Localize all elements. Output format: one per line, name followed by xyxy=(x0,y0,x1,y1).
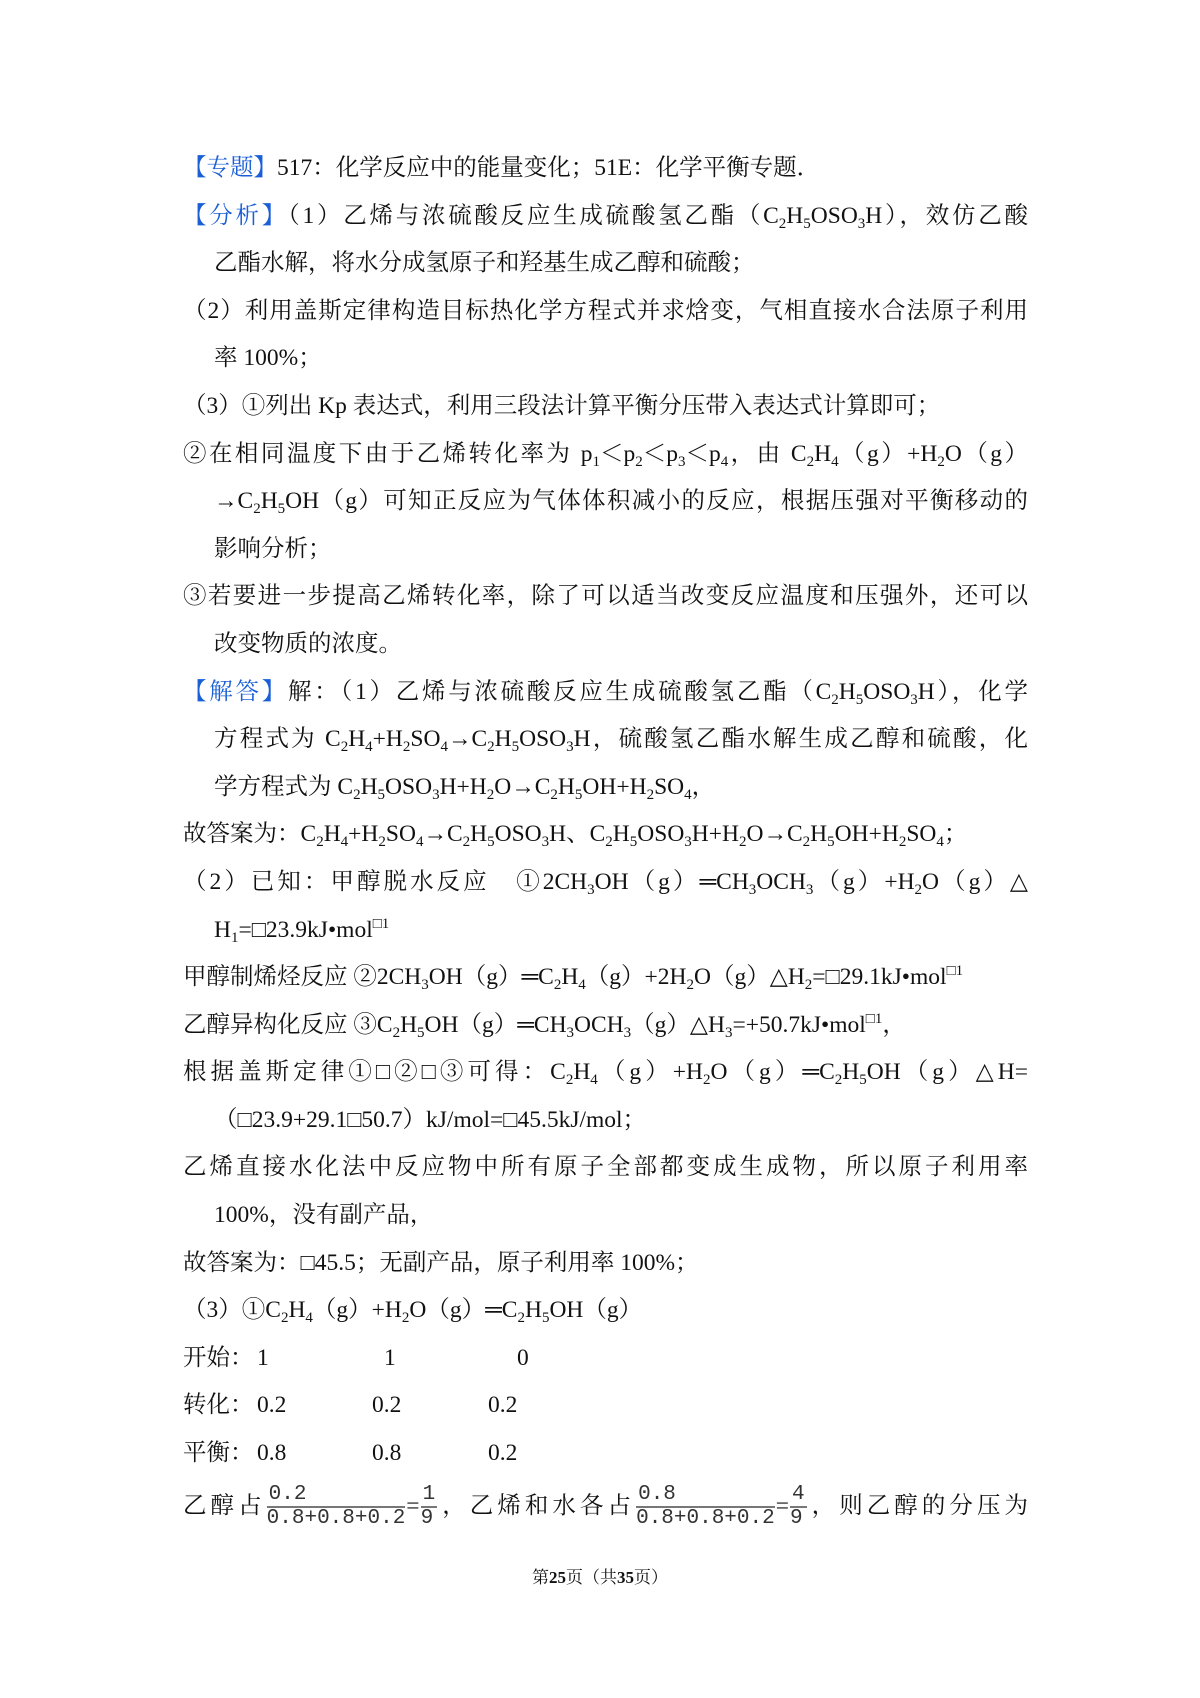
text-run: （g）+H xyxy=(597,1059,703,1086)
subscript: 2 xyxy=(486,786,495,803)
page-number: 25 xyxy=(549,1568,566,1587)
numerator: 1 xyxy=(422,1483,436,1507)
text-line xyxy=(183,621,1028,669)
subscript: 2 xyxy=(605,834,613,851)
subscript: 2 xyxy=(565,1072,574,1089)
numerator: 0.8 xyxy=(636,1484,775,1508)
subscript: 4 xyxy=(365,739,373,756)
text-line xyxy=(183,335,1028,383)
subscript: 3 xyxy=(566,1024,575,1041)
cell: 1 xyxy=(257,1344,269,1371)
text-line xyxy=(183,669,1028,717)
text-run: OH+H xyxy=(582,773,647,800)
text-run: OH（g） xyxy=(549,1297,643,1324)
text-run: =□29.1kJ•mol xyxy=(812,964,947,991)
text-run: （2）利用盖斯定律构造目标热化学方程式并求焓变，气相直接水合法原子利用 xyxy=(183,297,1028,324)
text-run: OSO xyxy=(494,821,542,848)
subscript: 2 xyxy=(937,453,945,470)
text-line xyxy=(183,764,1028,812)
subscript: 2 xyxy=(517,1310,525,1327)
text-run: （g）+H xyxy=(838,440,938,467)
text: ，则乙醇的分压为 xyxy=(807,1492,1029,1519)
text-run: OH（g）═CH xyxy=(594,868,749,895)
subscript: 4 xyxy=(305,1310,313,1327)
subscript: 3 xyxy=(421,977,429,994)
text-run: H），化学 xyxy=(917,678,1028,705)
text-line xyxy=(183,1287,1028,1335)
fraction-line xyxy=(183,1478,1028,1534)
subscript: 5 xyxy=(377,786,386,803)
text-run: （g）△H xyxy=(631,1011,725,1038)
subscript: 2 xyxy=(635,453,643,470)
subscript: 2 xyxy=(686,977,695,994)
subscript: 3 xyxy=(910,691,918,708)
text-run: 根据盖斯定律①□②□③可得：C xyxy=(183,1059,566,1086)
subscript: 5 xyxy=(855,691,864,708)
text-run: OSO xyxy=(863,678,911,705)
subscript: 4 xyxy=(415,834,424,851)
equals: = xyxy=(775,1492,789,1519)
text-run: H xyxy=(810,821,828,848)
subscript: 2 xyxy=(353,786,361,803)
cell: 0.2 xyxy=(488,1440,518,1467)
text-run: 解：（1）乙烯与浓硫酸反应生成硫酸氢乙酯（C xyxy=(287,678,832,705)
text-line xyxy=(183,478,1028,526)
text-run: OSO xyxy=(385,773,433,800)
cell: 1 xyxy=(384,1344,396,1371)
text-run: =+50.7kJ•mol xyxy=(732,1011,866,1038)
text-line xyxy=(183,193,1028,241)
cell: 0.2 xyxy=(488,1392,518,1419)
fraction xyxy=(421,1484,438,1530)
text-run: OH（g）═CH xyxy=(424,1011,567,1038)
text-run: →C xyxy=(423,821,463,848)
text-run: O（g）△ xyxy=(922,868,1028,895)
text-run: ，由 C xyxy=(728,440,807,467)
text-line xyxy=(183,288,1028,336)
text-run: OCH xyxy=(756,868,806,895)
subscript: 1 xyxy=(592,453,600,470)
text-run: 影响分析； xyxy=(214,535,332,562)
subscript: 2 xyxy=(898,834,907,851)
text-run: O（g）═C xyxy=(409,1297,518,1324)
text-run: H xyxy=(494,726,512,753)
text-line xyxy=(183,907,1028,955)
text-line xyxy=(183,1097,1028,1145)
text-run: H xyxy=(260,488,278,515)
text-run: H，硫酸氢乙酯水解生成乙醇和硫酸，化 xyxy=(573,726,1028,753)
text-run: O（g）═C xyxy=(710,1059,835,1086)
cell: 0.8 xyxy=(372,1440,402,1467)
subscript: 3 xyxy=(587,881,595,898)
subscript: 5 xyxy=(803,215,811,232)
subscript: 2 xyxy=(646,786,655,803)
text-run: （3）①列出 Kp 表达式，利用三段法计算平衡分压带入表达式计算即可； xyxy=(183,392,941,419)
text-run: OH（g）═C xyxy=(428,964,554,991)
subscript: 2 xyxy=(550,786,558,803)
subscript: 4 xyxy=(720,453,729,470)
text-run: +H xyxy=(372,726,403,753)
text-run: H、C xyxy=(549,821,606,848)
text-run: （1）乙烯与浓硫酸反应生成硫酸氢乙酯（C xyxy=(287,202,779,229)
text-run: OH+H xyxy=(834,821,899,848)
text-run: （3）①C xyxy=(183,1297,281,1324)
subscript: 2 xyxy=(834,1072,843,1089)
superscript: □1 xyxy=(372,915,390,932)
text-run: OSO xyxy=(637,821,685,848)
text: 乙醇占 xyxy=(183,1492,266,1519)
subscript: 2 xyxy=(802,834,811,851)
text-run: ； xyxy=(943,821,968,848)
text-lines xyxy=(183,145,1028,1335)
text-run: +H xyxy=(348,821,379,848)
subscript: 2 xyxy=(914,881,923,898)
subscript: 2 xyxy=(392,1024,401,1041)
text-run: 改变物质的浓度。 xyxy=(214,630,402,657)
text-run: H xyxy=(470,821,488,848)
page-total: 35 xyxy=(617,1568,634,1587)
text-run: ＜p xyxy=(685,440,721,467)
subscript: 2 xyxy=(253,501,261,518)
text: ，乙烯和水各占 xyxy=(438,1492,636,1519)
subscript: 5 xyxy=(277,501,286,518)
section-tag: 【解答】 xyxy=(183,678,288,705)
subscript: 3 xyxy=(541,834,550,851)
text-run: H xyxy=(814,440,832,467)
text-run: ③若要进一步提高乙烯转化率，除了可以适当改变反应温度和压强外，还可以 xyxy=(183,583,1028,610)
subscript: 3 xyxy=(677,453,686,470)
text-run: （2）已知：甲醇脱水反应 ①2CH xyxy=(183,868,588,895)
text-run: ②在相同温度下由于乙烯转化率为 p xyxy=(183,440,593,467)
subscript: 4 xyxy=(590,1072,598,1089)
denominator: 9 xyxy=(420,1507,434,1531)
subscript: 3 xyxy=(805,881,814,898)
text-run: →C xyxy=(447,726,488,753)
row-label: 开始： xyxy=(183,1344,254,1371)
text-run: 乙烯直接水化法中反应物中所有原子全部都变成生成物，所以原子利用率 xyxy=(183,1154,1028,1181)
subscript: 5 xyxy=(629,834,638,851)
text-line xyxy=(183,573,1028,621)
subscript: 2 xyxy=(340,739,349,756)
text-run: H xyxy=(557,773,575,800)
text-run: O→C xyxy=(746,821,803,848)
subscript: 3 xyxy=(432,786,440,803)
text-run: =□23.9kJ•mol xyxy=(238,916,373,943)
text-run: H xyxy=(838,678,856,705)
subscript: 4 xyxy=(440,739,448,756)
subscript: 2 xyxy=(378,834,386,851)
row-label: 平衡： xyxy=(183,1440,254,1467)
subscript: 1 xyxy=(230,929,239,946)
text-run: H xyxy=(786,202,804,229)
text-run: （g）+H xyxy=(312,1297,402,1324)
text-line xyxy=(183,240,1028,288)
text-line xyxy=(183,145,1028,193)
text-run: SO xyxy=(410,726,441,753)
subscript: 2 xyxy=(487,739,495,756)
text-run: H xyxy=(323,821,341,848)
subscript: 2 xyxy=(831,691,839,708)
subscript: 4 xyxy=(831,453,839,470)
text-run: SO xyxy=(385,821,416,848)
section-tag: 【专题】 xyxy=(183,155,277,181)
subscript: 5 xyxy=(541,1310,550,1327)
text-line xyxy=(183,526,1028,574)
subscript: 3 xyxy=(748,881,757,898)
denominator: 0.8+0.8+0.2 xyxy=(636,1507,775,1531)
text-run: H xyxy=(214,916,231,943)
text-run: （g）+2H xyxy=(585,964,687,991)
subscript: 4 xyxy=(936,834,944,851)
text-run: H xyxy=(561,964,579,991)
subscript: 2 xyxy=(462,834,471,851)
fraction xyxy=(790,1484,807,1530)
footer-text: 页（共 xyxy=(566,1568,617,1587)
subscript: 5 xyxy=(487,834,495,851)
text-run: OH（g）可知正反应为气体体积减小的反应，根据压强对平衡移动的 xyxy=(285,488,1028,515)
text-run: 100%，没有副产品， xyxy=(214,1202,434,1229)
denominator: 9 xyxy=(789,1507,803,1531)
text-line xyxy=(183,431,1028,479)
cell: 0.2 xyxy=(257,1392,287,1419)
subscript: 4 xyxy=(340,834,349,851)
text-run: H xyxy=(612,821,630,848)
subscript: 2 xyxy=(316,834,324,851)
text-run: H+H xyxy=(691,821,739,848)
text-run: O（g） xyxy=(944,440,1028,467)
text-run: H xyxy=(360,773,378,800)
text-run: OSO xyxy=(810,202,858,229)
text-run: ＜p xyxy=(642,440,678,467)
text-run: 方程式为 C xyxy=(214,726,341,753)
text-run: OCH xyxy=(574,1011,624,1038)
subscript: 2 xyxy=(739,834,747,851)
table-row-change xyxy=(183,1382,1028,1430)
text-run: 故答案为：C xyxy=(183,821,317,848)
document-body xyxy=(183,145,1028,1534)
subscript: 4 xyxy=(578,977,586,994)
text-run: ， xyxy=(882,1011,906,1038)
subscript: 5 xyxy=(827,834,835,851)
text-run: H xyxy=(842,1059,860,1086)
text-run: 甲醇制烯烃反应 ②2CH xyxy=(183,964,422,991)
text-run: H xyxy=(288,1297,306,1324)
footer-text: 第 xyxy=(532,1568,549,1587)
superscript: □1 xyxy=(946,963,964,980)
subscript: 2 xyxy=(553,977,562,994)
text-line xyxy=(183,1049,1028,1097)
section-tag: 【分析】 xyxy=(183,202,288,229)
text-run: 乙酯水解，将水分成氢原子和羟基生成乙醇和硫酸； xyxy=(214,250,755,277)
subscript: 2 xyxy=(806,453,815,470)
text-line xyxy=(183,1240,1028,1288)
subscript: 2 xyxy=(778,215,787,232)
text-run: OSO xyxy=(519,726,567,753)
subscript: 2 xyxy=(702,1072,711,1089)
text-run: H xyxy=(573,1059,591,1086)
text-run: 乙醇异构化反应 ③C xyxy=(183,1011,393,1038)
text-run: H xyxy=(348,726,366,753)
subscript: 2 xyxy=(402,739,411,756)
table-row-start xyxy=(183,1335,1028,1383)
cell: 0.8 xyxy=(257,1440,287,1467)
subscript: 2 xyxy=(280,1310,289,1327)
numerator: 0.2 xyxy=(267,1484,406,1508)
text-run: ， xyxy=(691,773,716,800)
text-run: OH（g）△H= xyxy=(866,1059,1028,1086)
text-line xyxy=(183,859,1028,907)
subscript: 2 xyxy=(401,1310,410,1327)
subscript: 3 xyxy=(684,834,692,851)
equals: = xyxy=(406,1492,420,1519)
text-run: （□23.9+29.1□50.7）kJ/mol=□45.5kJ/mol； xyxy=(214,1106,647,1133)
text-line xyxy=(183,1144,1028,1192)
text-run: ＜p xyxy=(599,440,636,467)
text-run: →C xyxy=(214,488,254,515)
subscript: 2 xyxy=(804,977,813,994)
text-run: H xyxy=(400,1011,418,1038)
subscript: 3 xyxy=(566,739,574,756)
text-run: 故答案为：□45.5；无副产品，原子利用率 100%； xyxy=(183,1249,699,1276)
text-run: （g）+H xyxy=(813,868,915,895)
table-row-equilibrium xyxy=(183,1430,1028,1478)
text-run: H），效仿乙酸 xyxy=(865,202,1028,229)
text-run: SO xyxy=(654,773,685,800)
page-footer xyxy=(0,1563,1200,1588)
subscript: 5 xyxy=(859,1072,867,1089)
text-run: H xyxy=(524,1297,542,1324)
text-line xyxy=(183,811,1028,859)
text-run: O（g）△H xyxy=(694,964,805,991)
text-run: 517：化学反应中的能量变化；51E：化学平衡专题． xyxy=(277,155,821,181)
numerator: 4 xyxy=(791,1483,805,1507)
subscript: 4 xyxy=(684,786,692,803)
subscript: 5 xyxy=(574,786,583,803)
footer-text: 页） xyxy=(634,1568,668,1587)
text-run: O→C xyxy=(494,773,551,800)
text-line xyxy=(183,1002,1028,1050)
subscript: 3 xyxy=(724,1024,733,1041)
superscript: □1 xyxy=(865,1010,883,1027)
text-line xyxy=(183,954,1028,1002)
fraction xyxy=(636,1484,775,1530)
text-line xyxy=(183,1192,1028,1240)
text-run: H+H xyxy=(439,773,487,800)
text-line xyxy=(183,383,1028,431)
cell: 0 xyxy=(517,1344,529,1371)
fraction xyxy=(267,1484,406,1530)
cell: 0.2 xyxy=(372,1392,402,1419)
text-run: 率 100%； xyxy=(214,345,322,372)
text-line xyxy=(183,716,1028,764)
subscript: 3 xyxy=(623,1024,632,1041)
text-run: 学方程式为 C xyxy=(214,773,354,800)
denominator: 0.8+0.8+0.2 xyxy=(266,1507,406,1531)
subscript: 5 xyxy=(417,1024,425,1041)
subscript: 5 xyxy=(511,739,520,756)
subscript: 3 xyxy=(857,215,866,232)
row-label: 转化： xyxy=(183,1392,254,1419)
text-run: SO xyxy=(906,821,937,848)
